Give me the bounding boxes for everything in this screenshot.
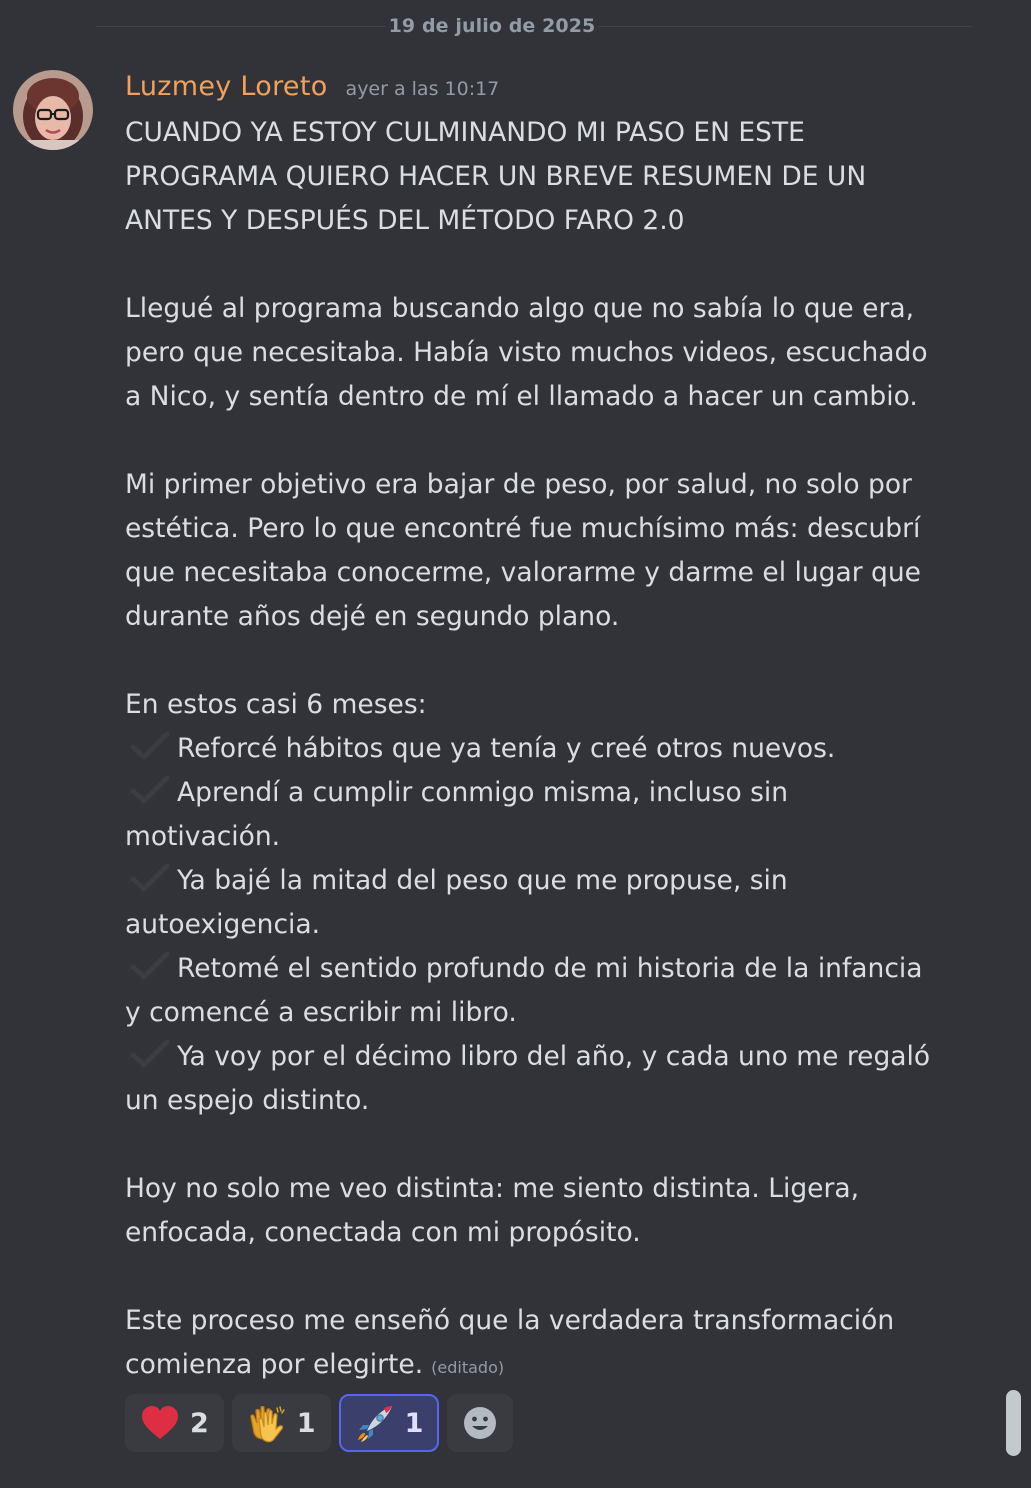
paragraph-line bbox=[125, 1343, 975, 1390]
paragraph-gap bbox=[125, 243, 975, 287]
list-item-text: Ya bajé la mitad del peso que me propuse, sin bbox=[177, 865, 788, 896]
add-reaction-icon bbox=[460, 1403, 500, 1443]
add-reaction-button[interactable] bbox=[447, 1394, 513, 1452]
paragraph-gap bbox=[125, 1123, 975, 1167]
list-item bbox=[125, 1035, 975, 1079]
reaction-rocket[interactable] bbox=[339, 1394, 440, 1452]
list-item bbox=[125, 771, 975, 815]
check-mark-icon bbox=[125, 863, 177, 893]
reaction-count: 1 bbox=[404, 1407, 424, 1439]
paragraph-line: Hoy no solo me veo distinta: me siento distinta. Ligera, bbox=[125, 1173, 860, 1204]
rocket-icon bbox=[355, 1403, 395, 1443]
divider-date-label: 19 de julio de 2025 bbox=[388, 15, 596, 37]
list-item-continuation: un espejo distinto. bbox=[125, 1085, 370, 1116]
reaction-clapping-hands[interactable] bbox=[232, 1394, 331, 1452]
paragraph-line: Llegué al programa buscando algo que no sabía lo que era, bbox=[125, 293, 914, 324]
list-item-text: Ya voy por el décimo libro del año, y cada uno me regaló bbox=[177, 1041, 931, 1072]
heading-line: PROGRAMA QUIERO HACER UN BREVE RESUMEN DE UN bbox=[125, 161, 867, 192]
list-item bbox=[125, 947, 975, 991]
reactions-bar bbox=[125, 1394, 513, 1452]
paragraph-line: enfocada, conectada con mi propósito. bbox=[125, 1217, 641, 1248]
check-mark-icon bbox=[125, 731, 177, 761]
list-item-text: Reforcé hábitos que ya tenía y creé otros nuevos. bbox=[177, 733, 836, 764]
paragraph-line: Mi primer objetivo era bajar de peso, por salud, no solo por bbox=[125, 469, 912, 500]
reaction-count: 1 bbox=[296, 1407, 316, 1439]
reaction-count: 2 bbox=[190, 1407, 209, 1439]
check-mark-icon bbox=[125, 775, 177, 805]
list-item-continuation: autoexigencia. bbox=[125, 909, 321, 940]
list-item-continuation: motivación. bbox=[125, 821, 281, 852]
divider-line-right bbox=[598, 26, 972, 27]
paragraph-line-text: comienza por elegirte. bbox=[125, 1349, 424, 1380]
paragraph-line: que necesitaba conocerme, valorarme y darme el lugar que bbox=[125, 557, 921, 588]
author-name[interactable]: Luzmey Loreto bbox=[125, 71, 328, 102]
list-item-text: Aprendí a cumplir conmigo misma, incluso sin bbox=[177, 777, 789, 808]
divider-line-left bbox=[96, 26, 386, 27]
check-mark-icon bbox=[125, 951, 177, 981]
date-divider bbox=[0, 10, 1031, 42]
heading-line: ANTES Y DESPUÉS DEL MÉTODO FARO 2.0 bbox=[125, 205, 685, 236]
avatar[interactable] bbox=[13, 70, 93, 150]
list-item bbox=[125, 859, 975, 903]
list-item-text: Retomé el sentido profundo de mi historia de la infancia bbox=[177, 953, 923, 984]
list-item-continuation: y comencé a escribir mi libro. bbox=[125, 997, 517, 1028]
paragraph-gap bbox=[125, 419, 975, 463]
reaction-heart[interactable] bbox=[125, 1394, 224, 1452]
paragraph-line: pero que necesitaba. Había visto muchos videos, escuchado bbox=[125, 337, 928, 368]
paragraph-line: durante años dejé en segundo plano. bbox=[125, 601, 620, 632]
check-mark-icon bbox=[125, 1039, 177, 1069]
paragraph-line: estética. Pero lo que encontré fue muchísimo más: descubrí bbox=[125, 513, 921, 544]
paragraph-gap bbox=[125, 1255, 975, 1299]
paragraph-line: a Nico, y sentía dentro de mí el llamado a hacer un cambio. bbox=[125, 381, 918, 412]
paragraph-gap bbox=[125, 639, 975, 683]
avatar-image bbox=[13, 70, 93, 150]
message-body bbox=[125, 111, 975, 1390]
heading-line: CUANDO YA ESTOY CULMINANDO MI PASO EN ESTE bbox=[125, 117, 805, 148]
list-intro: En estos casi 6 meses: bbox=[125, 689, 427, 720]
clapping-hands-icon bbox=[247, 1403, 287, 1443]
edited-label: (editado) bbox=[431, 1358, 505, 1377]
heart-icon bbox=[140, 1403, 180, 1443]
scrollbar-thumb[interactable] bbox=[1006, 1390, 1021, 1456]
message-timestamp[interactable]: ayer a las 10:17 bbox=[345, 78, 500, 100]
paragraph-line: Este proceso me enseñó que la verdadera transformación bbox=[125, 1305, 895, 1336]
list-item bbox=[125, 727, 975, 771]
message-header bbox=[125, 71, 499, 107]
